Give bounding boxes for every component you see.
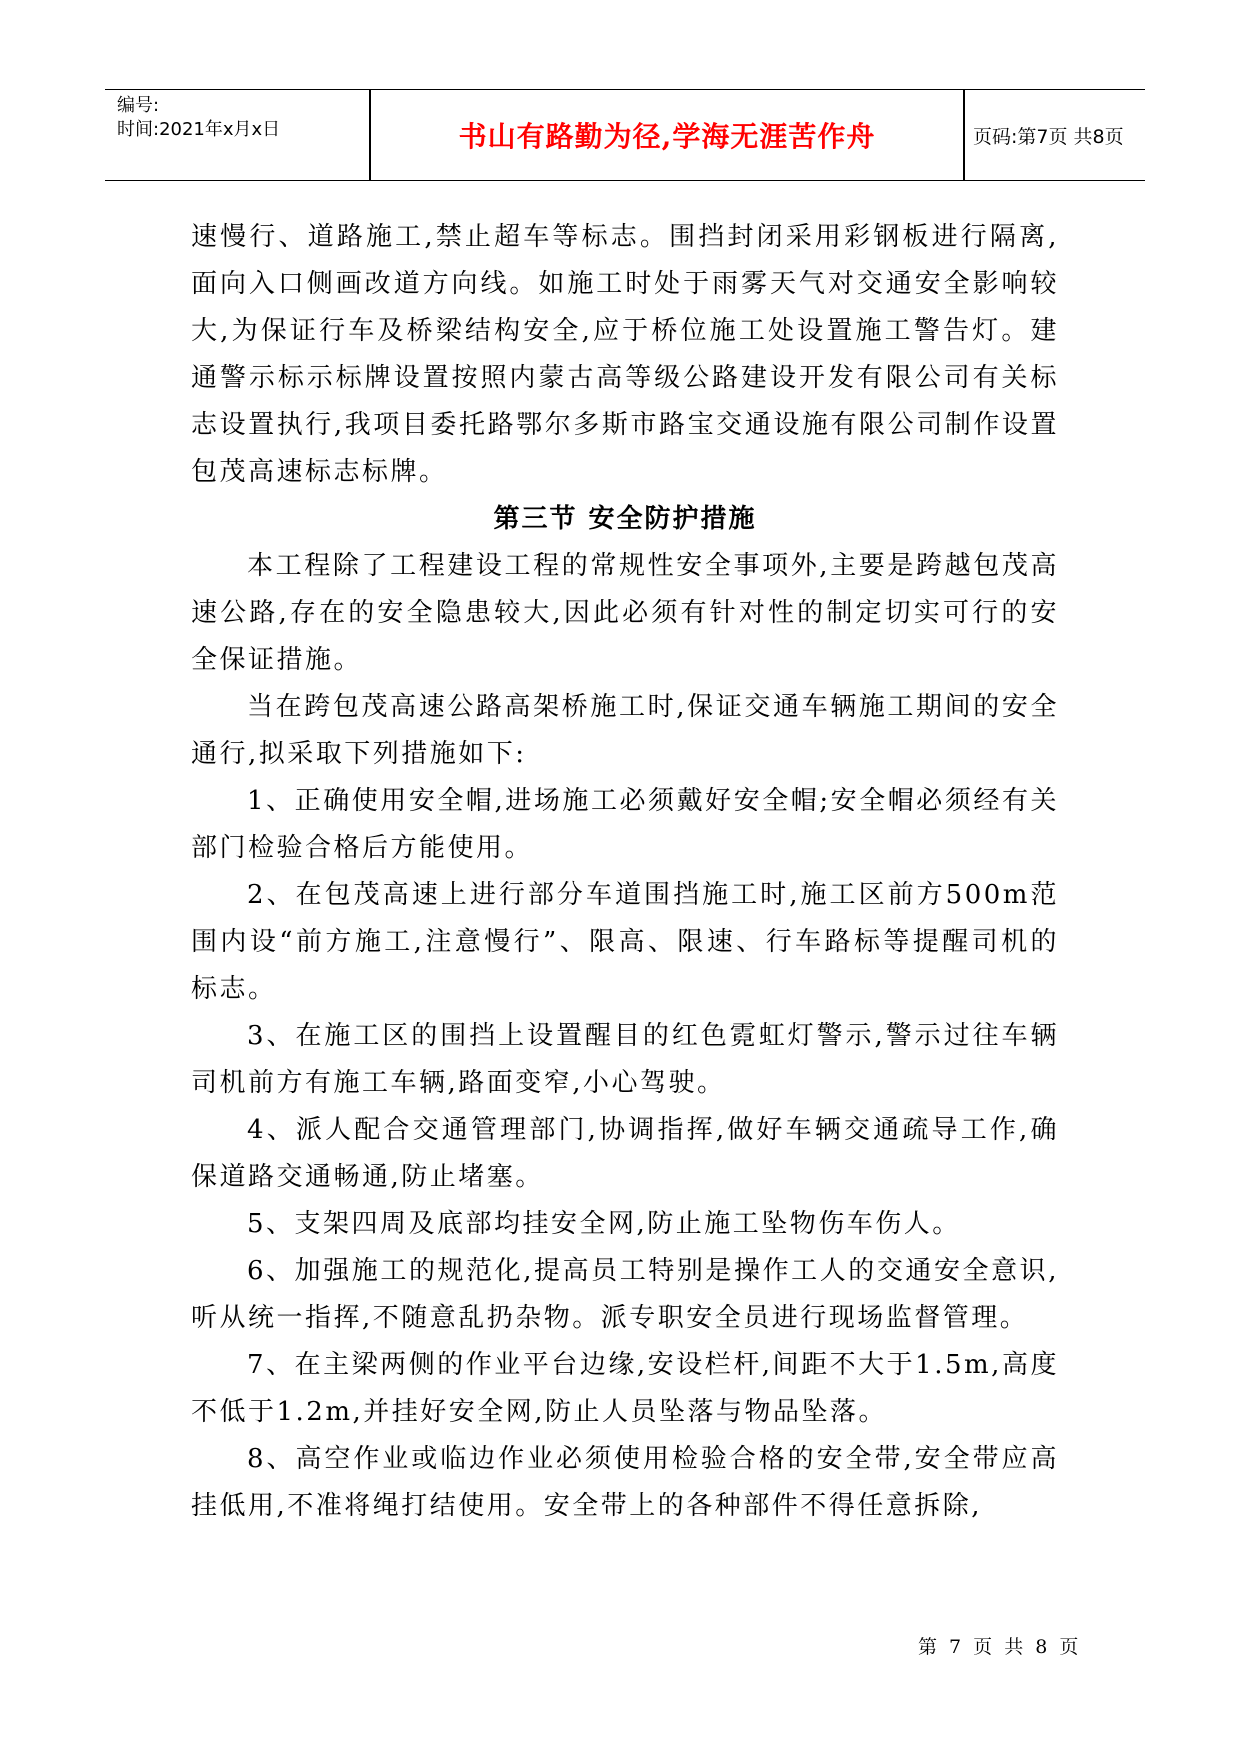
section-title: 第三节 安全防护措施 bbox=[493, 504, 757, 534]
list-item: 6、加强施工的规范化,提高员工特别是操作工人的交通安全意识,听从统一指挥,不随意乱扔杂物。派专职安全员进行现场监督管理。 bbox=[191, 1256, 1059, 1333]
body-paragraph: 速慢行、道路施工,禁止超车等标志。围挡封闭采用彩钢板进行隔离,面向入口侧画改道方向线。如施工时处于雨雾天气对交通安全影响较大,为保证行车及桥梁结构安全,应于桥位施工处设置施工警告灯。建通警示标示标牌设置按照内蒙古高等级公路建设开发有限公司有关标志设置执行,我项目委托路鄂尔多斯市路宝交通设施有限公司制作设置包茂高速标志标牌。 bbox=[191, 222, 1059, 487]
page-header bbox=[105, 89, 1145, 181]
time-label: 时间:2021年x月x日 bbox=[117, 119, 281, 140]
list-item: 1、正确使用安全帽,进场施工必须戴好安全帽;安全帽必须经有关部门检验合格后方能使用。 bbox=[191, 786, 1059, 863]
serial-number-label: 编号: bbox=[117, 95, 160, 116]
header-motto: 书山有路勤为径,学海无涯苦作舟 bbox=[458, 120, 876, 153]
list-item: 8、高空作业或临边作业必须使用检验合格的安全带,安全带应高挂低用,不准将绳打结使用。安全带上的各种部件不得任意拆除, bbox=[191, 1444, 1059, 1521]
header-divider bbox=[963, 90, 965, 180]
page-footer: 第 7 页 共 8 页 bbox=[918, 1636, 1082, 1658]
body-paragraph: 本工程除了工程建设工程的常规性安全事项外,主要是跨越包茂高速公路,存在的安全隐患较大,因此必须有针对性的制定切实可行的安全保证措施。 bbox=[191, 551, 1059, 675]
header-page-code: 页码:第7页 共8页 bbox=[973, 125, 1124, 148]
list-item: 5、支架四周及底部均挂安全网,防止施工坠物伤车伤人。 bbox=[247, 1209, 961, 1239]
list-item: 7、在主梁两侧的作业平台边缘,安设栏杆,间距不大于1.5m,高度不低于1.2m,并挂好安全网,防止人员坠落与物品坠落。 bbox=[191, 1350, 1059, 1427]
body-paragraph: 当在跨包茂高速公路高架桥施工时,保证交通车辆施工期间的安全通行,拟采取下列措施如下: bbox=[191, 692, 1059, 769]
list-item: 3、在施工区的围挡上设置醒目的红色霓虹灯警示,警示过往车辆司机前方有施工车辆,路面变窄,小心驾驶。 bbox=[191, 1021, 1059, 1098]
list-item: 4、派人配合交通管理部门,协调指挥,做好车辆交通疏导工作,确保道路交通畅通,防止堵塞。 bbox=[191, 1115, 1059, 1192]
header-meta bbox=[117, 94, 367, 142]
document-body bbox=[191, 214, 1059, 1530]
list-item: 2、在包茂高速上进行部分车道围挡施工时,施工区前方500m范围内设“前方施工,注意慢行”、限高、限速、行车路标等提醒司机的标志。 bbox=[191, 880, 1059, 1004]
